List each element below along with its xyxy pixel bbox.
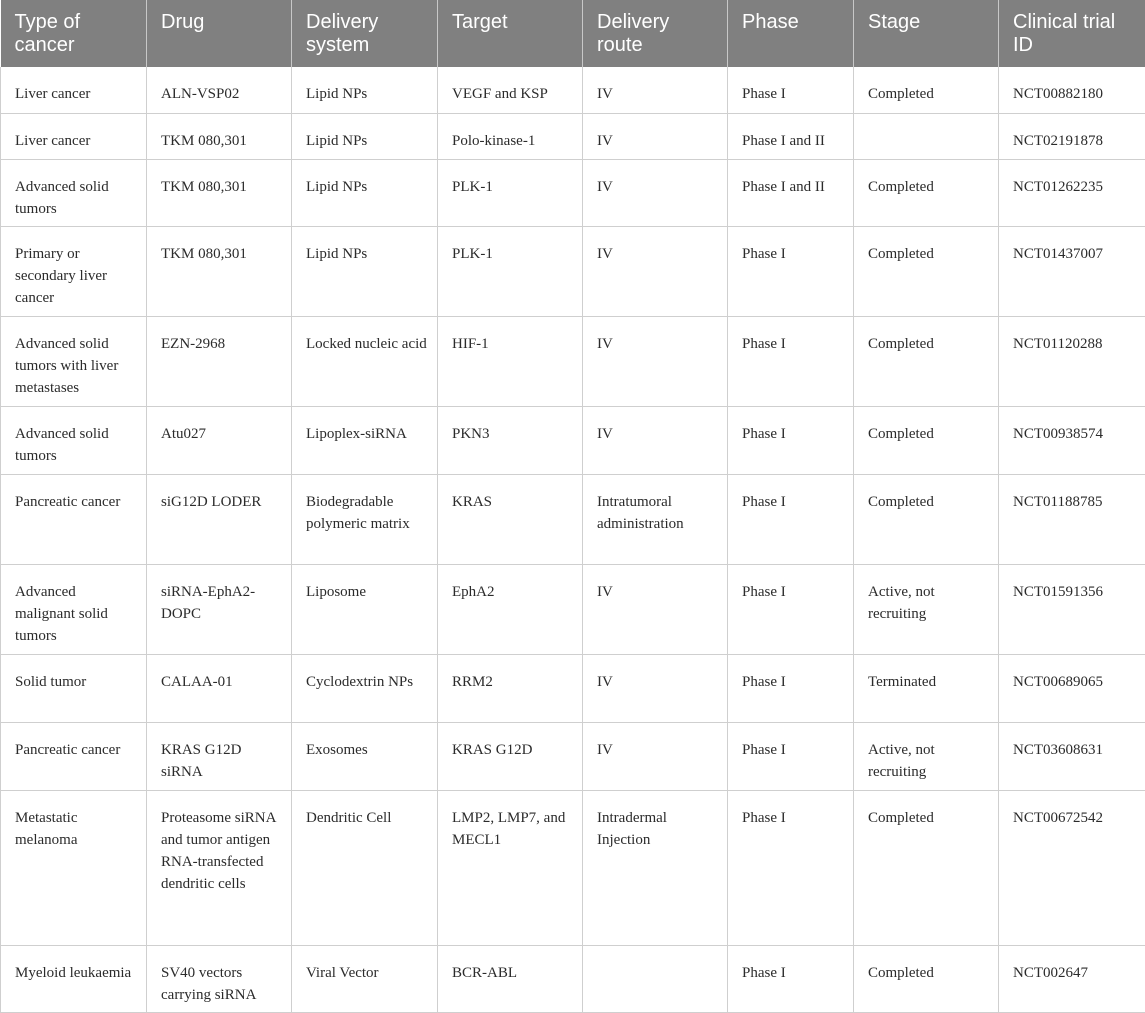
cell-clinical-trial-id: NCT00672542 xyxy=(999,790,1145,945)
table-row xyxy=(1,722,1145,790)
cell-delivery-route: IV xyxy=(583,722,728,790)
cell-phase: Phase I and II xyxy=(728,113,854,159)
cell-delivery-system: Lipoplex-siRNA xyxy=(292,406,438,474)
cell-clinical-trial-id: NCT01120288 xyxy=(999,316,1145,406)
cell-clinical-trial-id: NCT00689065 xyxy=(999,654,1145,722)
cell-drug: CALAA-01 xyxy=(147,654,292,722)
cell-phase: Phase I xyxy=(728,406,854,474)
cell-drug: EZN-2968 xyxy=(147,316,292,406)
cell-delivery-route: IV xyxy=(583,654,728,722)
header-delivery-system: Delivery system xyxy=(292,0,438,67)
cell-clinical-trial-id: NCT002647 xyxy=(999,945,1145,1012)
cell-drug: Atu027 xyxy=(147,406,292,474)
cell-phase: Phase I xyxy=(728,226,854,316)
header-delivery-route: Delivery route xyxy=(583,0,728,67)
cell-type-of-cancer: Advanced solid tumors xyxy=(1,406,147,474)
cell-phase: Phase I xyxy=(728,474,854,564)
table-row xyxy=(1,316,1145,406)
cell-delivery-system: Biodegradable polymeric matrix xyxy=(292,474,438,564)
cell-type-of-cancer: Solid tumor xyxy=(1,654,147,722)
cell-clinical-trial-id: NCT01591356 xyxy=(999,564,1145,654)
cell-delivery-route: Intradermal Injection xyxy=(583,790,728,945)
cell-drug: Proteasome siRNA and tumor antigen RNA-transfected dendritic cells xyxy=(147,790,292,945)
cell-phase: Phase I xyxy=(728,722,854,790)
cell-type-of-cancer: Metastatic melanoma xyxy=(1,790,147,945)
cell-delivery-system: Lipid NPs xyxy=(292,113,438,159)
table-row xyxy=(1,226,1145,316)
cell-type-of-cancer: Liver cancer xyxy=(1,67,147,113)
cell-phase: Phase I and II xyxy=(728,159,854,226)
cell-stage: Completed xyxy=(854,406,999,474)
cell-type-of-cancer: Advanced solid tumors with liver metastases xyxy=(1,316,147,406)
cell-stage: Terminated xyxy=(854,654,999,722)
cell-delivery-system: Lipid NPs xyxy=(292,226,438,316)
cell-clinical-trial-id: NCT02191878 xyxy=(999,113,1145,159)
cell-clinical-trial-id: NCT01437007 xyxy=(999,226,1145,316)
cell-stage: Active, not recruiting xyxy=(854,722,999,790)
cell-target: RRM2 xyxy=(438,654,583,722)
cell-drug: TKM 080,301 xyxy=(147,226,292,316)
table-row xyxy=(1,113,1145,159)
table-header xyxy=(1,0,1145,67)
cell-delivery-route: IV xyxy=(583,564,728,654)
header-phase: Phase xyxy=(728,0,854,67)
cell-delivery-route: IV xyxy=(583,316,728,406)
table-row xyxy=(1,945,1145,1012)
cell-clinical-trial-id: NCT00938574 xyxy=(999,406,1145,474)
cell-stage: Completed xyxy=(854,316,999,406)
cell-stage: Completed xyxy=(854,790,999,945)
cell-phase: Phase I xyxy=(728,654,854,722)
cell-delivery-route xyxy=(583,945,728,1012)
cell-target: HIF-1 xyxy=(438,316,583,406)
header-stage: Stage xyxy=(854,0,999,67)
cell-phase: Phase I xyxy=(728,564,854,654)
table-body xyxy=(1,67,1145,1012)
cell-stage: Completed xyxy=(854,226,999,316)
header-type-of-cancer: Type of cancer xyxy=(1,0,147,67)
cell-delivery-system: Dendritic Cell xyxy=(292,790,438,945)
cell-drug: ALN-VSP02 xyxy=(147,67,292,113)
header-row xyxy=(1,0,1145,67)
cell-delivery-system: Viral Vector xyxy=(292,945,438,1012)
cell-delivery-route: IV xyxy=(583,67,728,113)
table-row xyxy=(1,474,1145,564)
cell-type-of-cancer: Pancreatic cancer xyxy=(1,722,147,790)
cell-target: KRAS xyxy=(438,474,583,564)
cell-type-of-cancer: Advanced malignant solid tumors xyxy=(1,564,147,654)
cell-target: BCR-ABL xyxy=(438,945,583,1012)
cell-stage xyxy=(854,113,999,159)
cell-drug: siRNA-EphA2-DOPC xyxy=(147,564,292,654)
cell-target: EphA2 xyxy=(438,564,583,654)
header-clinical-trial-id: Clinical trial ID xyxy=(999,0,1145,67)
cell-target: KRAS G12D xyxy=(438,722,583,790)
cell-phase: Phase I xyxy=(728,945,854,1012)
cell-target: LMP2, LMP7, and MECL1 xyxy=(438,790,583,945)
cell-phase: Phase I xyxy=(728,790,854,945)
cell-delivery-route: IV xyxy=(583,226,728,316)
cell-clinical-trial-id: NCT00882180 xyxy=(999,67,1145,113)
table-row xyxy=(1,564,1145,654)
cell-delivery-system: Lipid NPs xyxy=(292,159,438,226)
table-row xyxy=(1,67,1145,113)
cell-clinical-trial-id: NCT03608631 xyxy=(999,722,1145,790)
cell-stage: Completed xyxy=(854,159,999,226)
cell-stage: Completed xyxy=(854,67,999,113)
cell-type-of-cancer: Myeloid leukaemia xyxy=(1,945,147,1012)
cell-drug: TKM 080,301 xyxy=(147,159,292,226)
cell-delivery-system: Lipid NPs xyxy=(292,67,438,113)
cell-drug: SV40 vectors carrying siRNA xyxy=(147,945,292,1012)
cell-type-of-cancer: Pancreatic cancer xyxy=(1,474,147,564)
cell-delivery-system: Cyclodextrin NPs xyxy=(292,654,438,722)
cell-clinical-trial-id: NCT01262235 xyxy=(999,159,1145,226)
cell-stage: Completed xyxy=(854,945,999,1012)
cell-delivery-system: Exosomes xyxy=(292,722,438,790)
cell-type-of-cancer: Primary or secondary liver cancer xyxy=(1,226,147,316)
table-row xyxy=(1,406,1145,474)
cell-clinical-trial-id: NCT01188785 xyxy=(999,474,1145,564)
cell-delivery-system: Liposome xyxy=(292,564,438,654)
cell-target: PLK-1 xyxy=(438,159,583,226)
cell-target: PLK-1 xyxy=(438,226,583,316)
cell-stage: Active, not recruiting xyxy=(854,564,999,654)
cell-phase: Phase I xyxy=(728,67,854,113)
cell-delivery-route: IV xyxy=(583,113,728,159)
cell-drug: TKM 080,301 xyxy=(147,113,292,159)
cell-stage: Completed xyxy=(854,474,999,564)
cell-drug: siG12D LODER xyxy=(147,474,292,564)
header-target: Target xyxy=(438,0,583,67)
table-row xyxy=(1,654,1145,722)
table-row xyxy=(1,159,1145,226)
cell-type-of-cancer: Advanced solid tumors xyxy=(1,159,147,226)
cell-target: VEGF and KSP xyxy=(438,67,583,113)
cell-target: PKN3 xyxy=(438,406,583,474)
cell-delivery-route: IV xyxy=(583,159,728,226)
cell-type-of-cancer: Liver cancer xyxy=(1,113,147,159)
cell-delivery-route: IV xyxy=(583,406,728,474)
table-row xyxy=(1,790,1145,945)
cell-phase: Phase I xyxy=(728,316,854,406)
cell-drug: KRAS G12D siRNA xyxy=(147,722,292,790)
cell-delivery-system: Locked nucleic acid xyxy=(292,316,438,406)
cell-target: Polo-kinase-1 xyxy=(438,113,583,159)
cell-delivery-route: Intratumoral administration xyxy=(583,474,728,564)
header-drug: Drug xyxy=(147,0,292,67)
